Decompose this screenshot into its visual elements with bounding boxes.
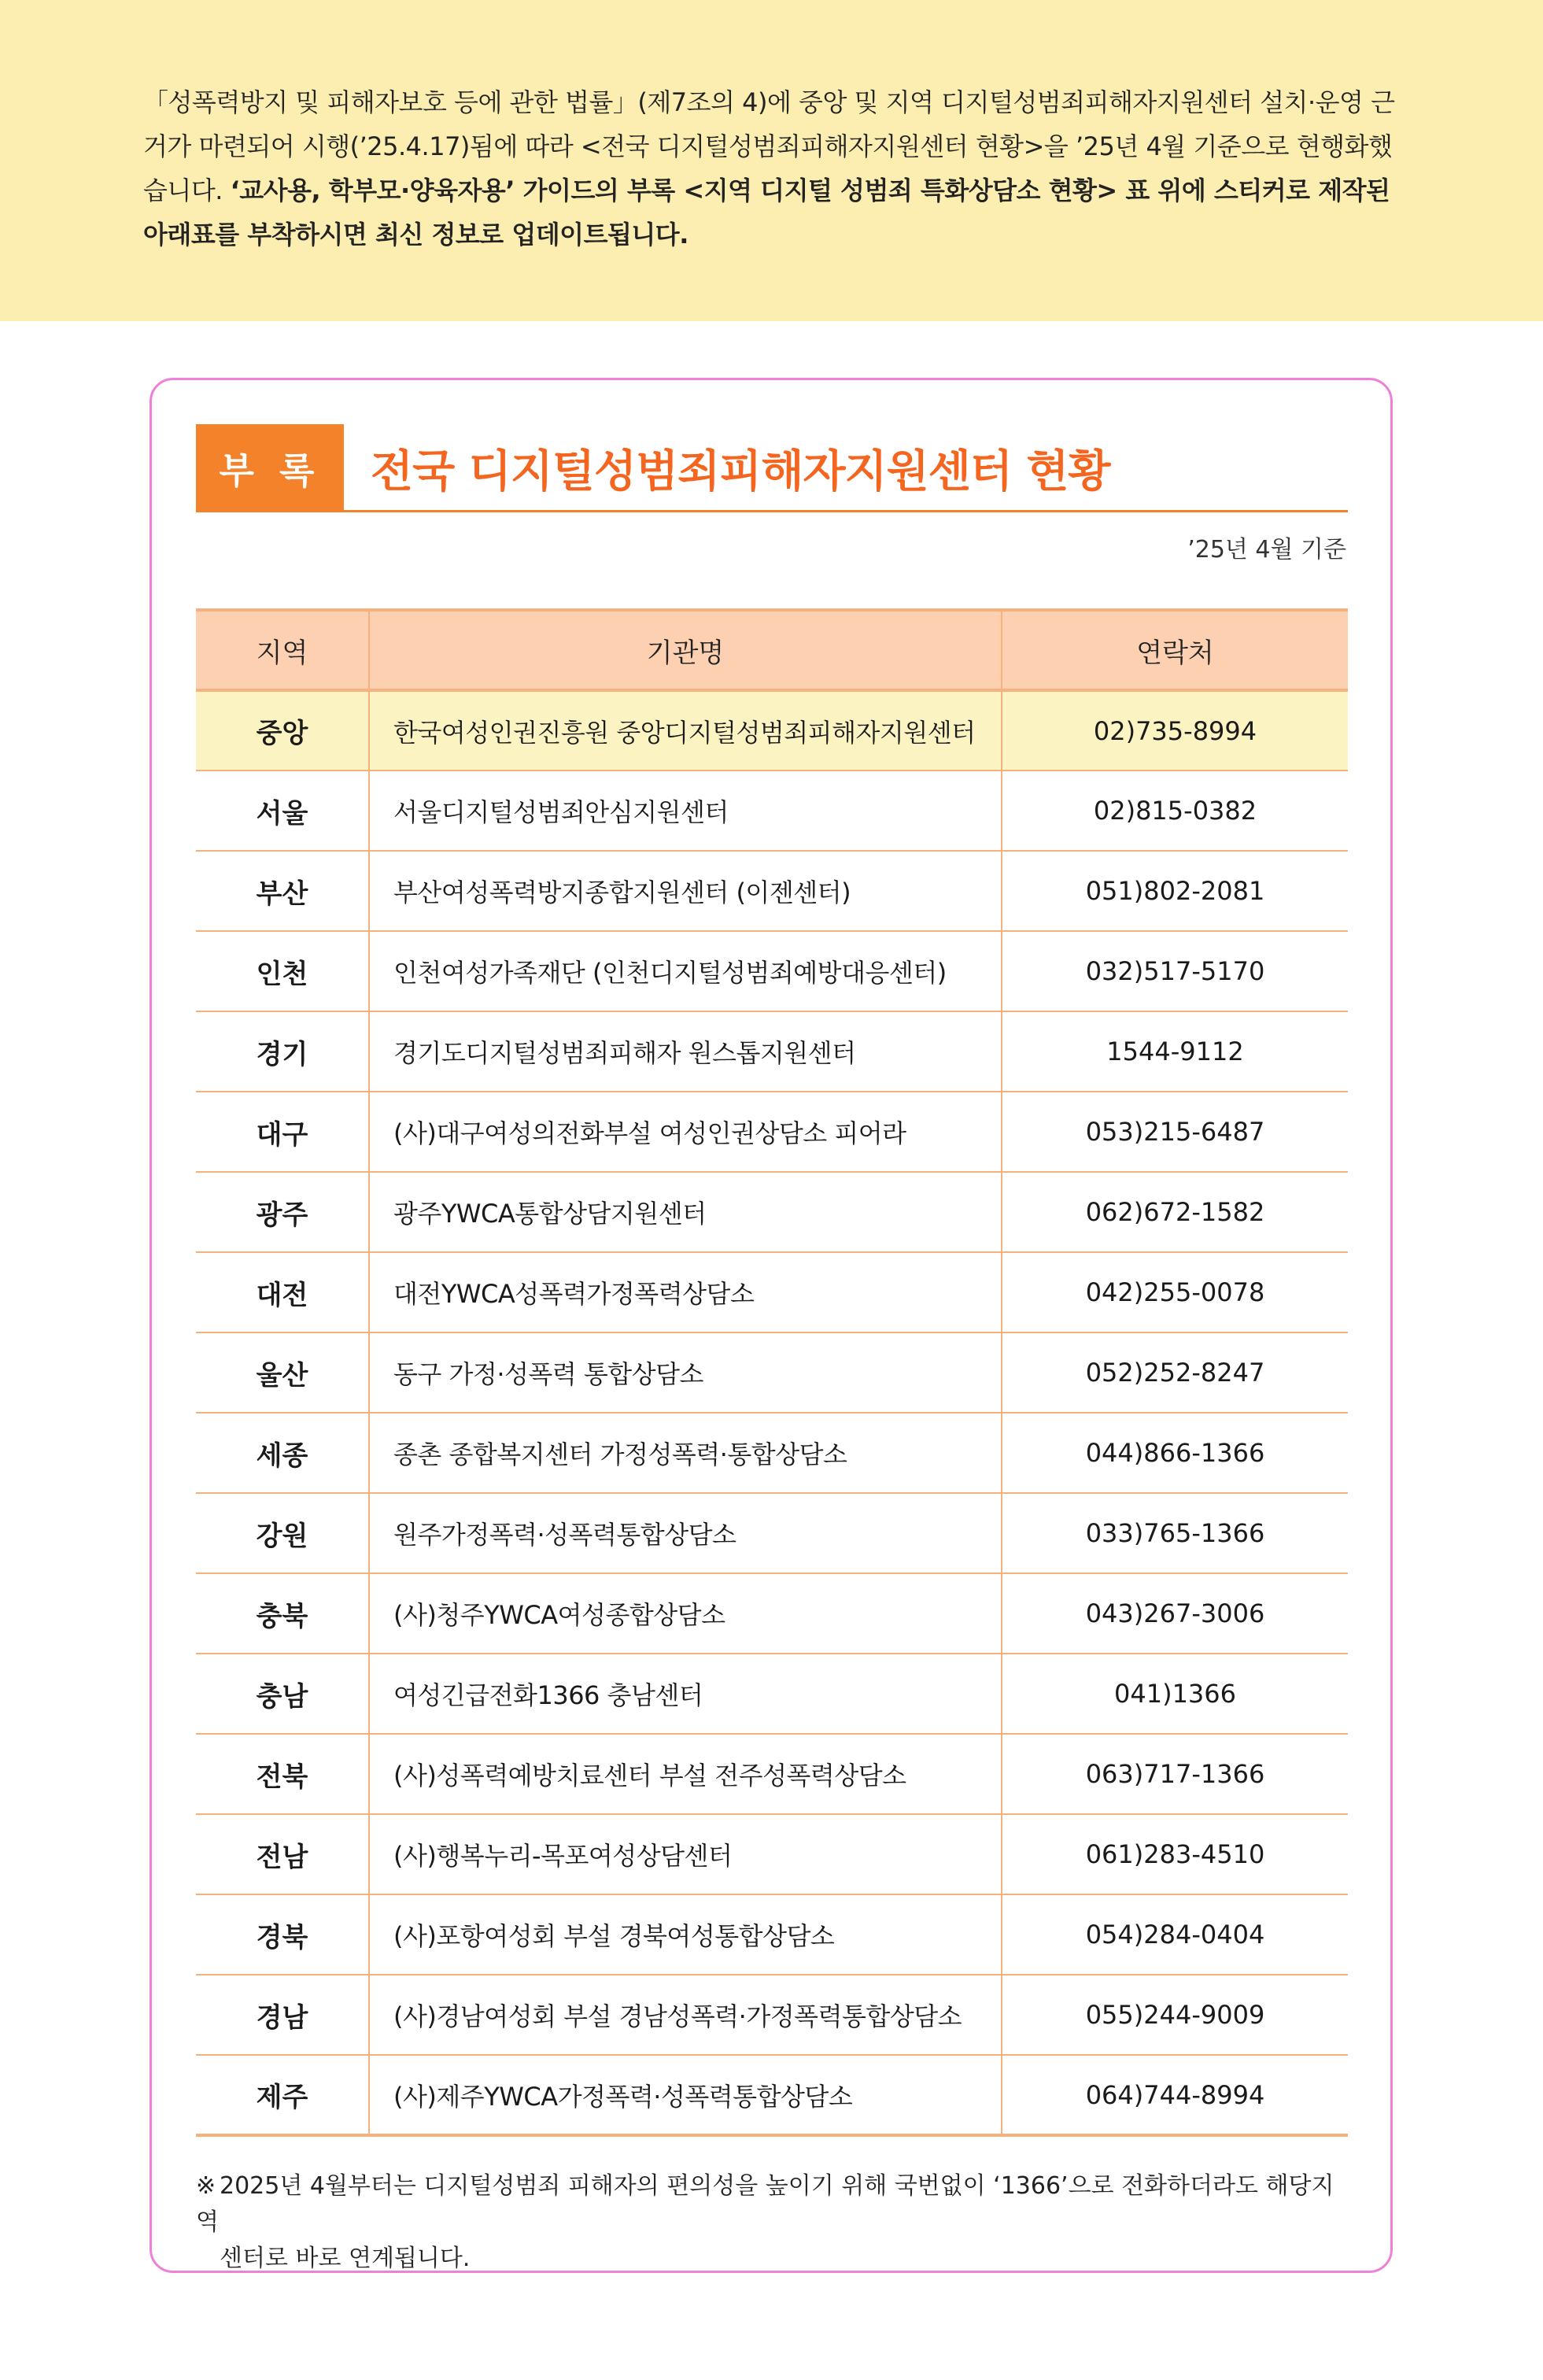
organization-cell: 대전YWCA성폭력가정폭력상담소: [369, 1252, 1002, 1332]
region-cell: 울산: [256, 1359, 308, 1391]
header-contact: 연락처: [1002, 610, 1348, 690]
table-row: [196, 1654, 1348, 1734]
organization-cell: 서울디지털성범죄안심지원센터: [369, 771, 1002, 851]
table-row: [196, 690, 1348, 771]
table-row: [196, 1092, 1348, 1172]
organization-cell: (사)행복누리-목포여성상담센터: [369, 1814, 1002, 1894]
table-row: [196, 1814, 1348, 1894]
contact-cell: 044)866-1366: [1002, 1413, 1348, 1493]
header-region: 지역: [256, 637, 308, 669]
region-cell: 세종: [256, 1439, 308, 1472]
table-row: [196, 771, 1348, 851]
contact-cell: 1544-9112: [1002, 1011, 1348, 1092]
contact-cell: 061)283-4510: [1002, 1814, 1348, 1894]
region-cell: 경남: [256, 2001, 308, 2034]
notice-banner: [0, 0, 1543, 321]
organization-cell: (사)청주YWCA여성종합상담소: [369, 1573, 1002, 1654]
contact-cell: 064)744-8994: [1002, 2055, 1348, 2135]
page-title: 전국 디지털성범죄피해자지원센터 현황: [371, 446, 1110, 497]
contact-cell: 062)672-1582: [1002, 1172, 1348, 1252]
notice-text: 「성폭력방지 및 피해자보호 등에 관한 법률」(제7조의 4)에 중앙 및 지역 디지털성범죄피해자지원센터 설치·운영 근거가 마련되어 시행(’25.4.17)됨에 따라 <전국 디지털성범죄피해자지원센터 현황>을 ’25년 4월 기준으로 현행화했습니다.: [143, 87, 1395, 205]
contact-cell: 054)284-0404: [1002, 1894, 1348, 1975]
contact-cell: 055)244-9009: [1002, 1975, 1348, 2055]
appendix-card: [150, 378, 1393, 2273]
table-body: [196, 690, 1348, 2135]
table-row: [196, 1493, 1348, 1573]
region-cell: 경기: [256, 1038, 308, 1070]
organization-cell: 한국여성인권진흥원 중앙디지털성범죄피해자지원센터: [369, 690, 1002, 771]
title-row: [196, 424, 1348, 512]
region-cell: 충남: [256, 1680, 308, 1713]
table-row: [196, 1573, 1348, 1654]
footnote: [196, 2168, 1348, 2277]
organization-cell: (사)제주YWCA가정폭력·성폭력통합상담소: [369, 2055, 1002, 2135]
organization-cell: 인천여성가족재단 (인천디지털성범죄예방대응센터): [369, 931, 1002, 1011]
organization-cell: 종촌 종합복지센터 가정성폭력·통합상담소: [369, 1413, 1002, 1493]
table-row: [196, 1894, 1348, 1975]
table-row: [196, 1252, 1348, 1332]
region-cell: 전북: [256, 1761, 308, 1793]
organization-cell: 광주YWCA통합상담지원센터: [369, 1172, 1002, 1252]
organization-cell: 동구 가정·성폭력 통합상담소: [369, 1332, 1002, 1413]
organization-cell: 부산여성폭력방지종합지원센터 (이젠센터): [369, 851, 1002, 931]
table-header-row: [196, 610, 1348, 690]
centers-table: [196, 608, 1348, 2137]
header-organization: 기관명: [369, 610, 1002, 690]
table-row: [196, 1975, 1348, 2055]
footnote-line2: 센터로 바로 연계됩니다.: [220, 2245, 471, 2272]
contact-cell: 052)252-8247: [1002, 1332, 1348, 1413]
table-row: [196, 1332, 1348, 1413]
table-row: [196, 1172, 1348, 1252]
region-cell: 경북: [256, 1921, 308, 1953]
region-cell: 대구: [256, 1118, 308, 1151]
appendix-badge: 부 록: [196, 424, 344, 512]
region-cell: 광주: [256, 1199, 308, 1231]
reference-date: ’25년 4월 기준: [1187, 536, 1346, 564]
table-row: [196, 851, 1348, 931]
contact-cell: 032)517-5170: [1002, 931, 1348, 1011]
table-row: [196, 931, 1348, 1011]
footnote-line1: 2025년 4월부터는 디지털성범죄 피해자의 편의성을 높이기 위해 국번없이 ‘1366’으로 전화하더라도 해당지역: [196, 2172, 1334, 2236]
organization-cell: 원주가정폭력·성폭력통합상담소: [369, 1493, 1002, 1573]
footnote-mark: ※: [196, 2172, 216, 2200]
notice-bold-text: ‘교사용, 학부모·양육자용’ 가이드의 부록 <지역 디지털 성범죄 특화상담소 현황> 표 위에 스티커로 제작된 아래표를 부착하시면 최신 정보로 업데이트됩니다.: [143, 176, 1390, 249]
contact-cell: 02)815-0382: [1002, 771, 1348, 851]
contact-cell: 053)215-6487: [1002, 1092, 1348, 1172]
contact-cell: 033)765-1366: [1002, 1493, 1348, 1573]
organization-cell: 여성긴급전화1366 충남센터: [369, 1654, 1002, 1734]
contact-cell: 042)255-0078: [1002, 1252, 1348, 1332]
contact-cell: 051)802-2081: [1002, 851, 1348, 931]
region-cell: 인천: [256, 958, 308, 990]
organization-cell: (사)포항여성회 부설 경북여성통합상담소: [369, 1894, 1002, 1975]
table-row: [196, 1011, 1348, 1092]
region-cell: 부산: [256, 878, 308, 910]
table-row: [196, 2055, 1348, 2135]
organization-cell: (사)대구여성의전화부설 여성인권상담소 피어라: [369, 1092, 1002, 1172]
contact-cell: 043)267-3006: [1002, 1573, 1348, 1654]
table-row: [196, 1734, 1348, 1814]
contact-cell: 041)1366: [1002, 1654, 1348, 1734]
organization-cell: (사)성폭력예방치료센터 부설 전주성폭력상담소: [369, 1734, 1002, 1814]
region-cell: 강원: [256, 1520, 308, 1552]
region-cell: 중앙: [256, 718, 308, 749]
organization-cell: (사)경남여성회 부설 경남성폭력·가정폭력통합상담소: [369, 1975, 1002, 2055]
region-cell: 제주: [256, 2082, 308, 2113]
region-cell: 충북: [256, 1600, 308, 1632]
contact-cell: 063)717-1366: [1002, 1734, 1348, 1814]
contact-cell: 02)735-8994: [1002, 690, 1348, 771]
organization-cell: 경기도디지털성범죄피해자 원스톱지원센터: [369, 1011, 1002, 1092]
region-cell: 전남: [256, 1841, 308, 1873]
table-row: [196, 1413, 1348, 1493]
region-cell: 대전: [256, 1279, 308, 1311]
region-cell: 서울: [256, 797, 308, 830]
